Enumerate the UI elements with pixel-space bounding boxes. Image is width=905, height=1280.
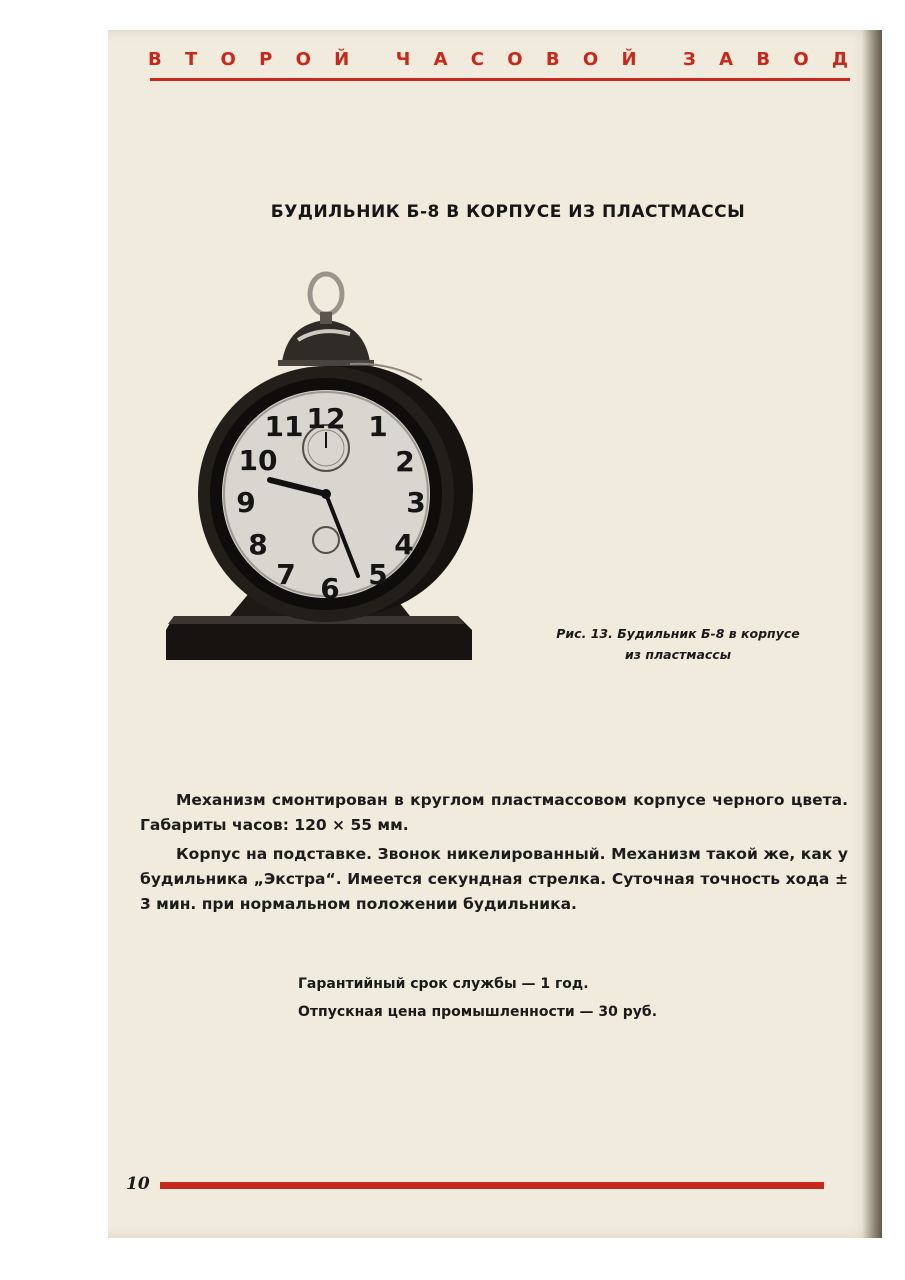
- header-letter: Р: [259, 48, 273, 70]
- dial-numeral-7: 7: [276, 558, 296, 591]
- header-letter: Д: [831, 48, 848, 70]
- header-letter: Й: [334, 48, 350, 70]
- header-rule: [150, 78, 850, 81]
- body-paragraph-2: Корпус на подставке. Звонок никелированный. Механизм такой же, как у будильника „Экстра“. Имеется секундная стрелка. Суточная точность хода ± 3 мин. при нормальном положении будильника.: [140, 845, 848, 913]
- header-letter: З: [683, 48, 696, 70]
- dial-numeral-4: 4: [394, 528, 414, 561]
- dial-numeral-1: 1: [368, 410, 388, 443]
- header-letter: А: [719, 48, 734, 70]
- page-spine-shadow: [862, 30, 882, 1238]
- dial-numeral-11: 11: [264, 410, 304, 443]
- header-letter: А: [433, 48, 448, 70]
- dial-numeral-2: 2: [395, 445, 415, 478]
- body-paragraph-1: Механизм смонтирован в круглом пластмассовом корпусе черного цвета. Габариты часов: 120 × 55 мм.: [140, 791, 848, 834]
- header-letter: О: [507, 48, 523, 70]
- header-letter: Й: [621, 48, 637, 70]
- caption-line-1: Рис. 13. Будильник Б-8 в корпусе: [556, 626, 800, 641]
- price-line: Отпускная цена промышленности — 30 руб.: [298, 1004, 658, 1020]
- dial-numeral-9: 9: [236, 486, 256, 519]
- header-letter: Ч: [395, 48, 411, 70]
- header-letter: С: [470, 48, 485, 70]
- dial-numeral-8: 8: [248, 528, 268, 561]
- header-letter: О: [295, 48, 311, 70]
- figure-caption: [528, 623, 828, 665]
- body-text: [140, 788, 848, 921]
- dial-numeral-12: 12: [306, 402, 346, 435]
- header-letter: В: [545, 48, 560, 70]
- dial-numeral-3: 3: [406, 486, 426, 519]
- alarm-clock-illustration: [160, 268, 480, 678]
- article-title: БУДИЛЬНИК Б-8 В КОРПУСЕ ИЗ ПЛАСТМАССЫ: [270, 202, 746, 222]
- dial-numeral-10: 10: [238, 444, 278, 477]
- dial-numeral-6: 6: [320, 572, 340, 605]
- header-letter: О: [793, 48, 809, 70]
- warranty-line: Гарантийный срок службы — 1 год.: [298, 976, 589, 992]
- header-letter: О: [582, 48, 599, 70]
- header-letter: В: [148, 48, 162, 70]
- caption-line-2: из пластмассы: [624, 647, 732, 662]
- header-letter: О: [220, 48, 236, 70]
- book-page: [108, 30, 882, 1238]
- running-header: [148, 46, 848, 72]
- header-letter: В: [756, 48, 771, 70]
- footer-rule: [160, 1182, 824, 1189]
- product-facts: [298, 970, 718, 1026]
- page-number: 10: [126, 1174, 150, 1194]
- header-letter: Т: [185, 48, 198, 70]
- dial-numeral-5: 5: [368, 558, 388, 591]
